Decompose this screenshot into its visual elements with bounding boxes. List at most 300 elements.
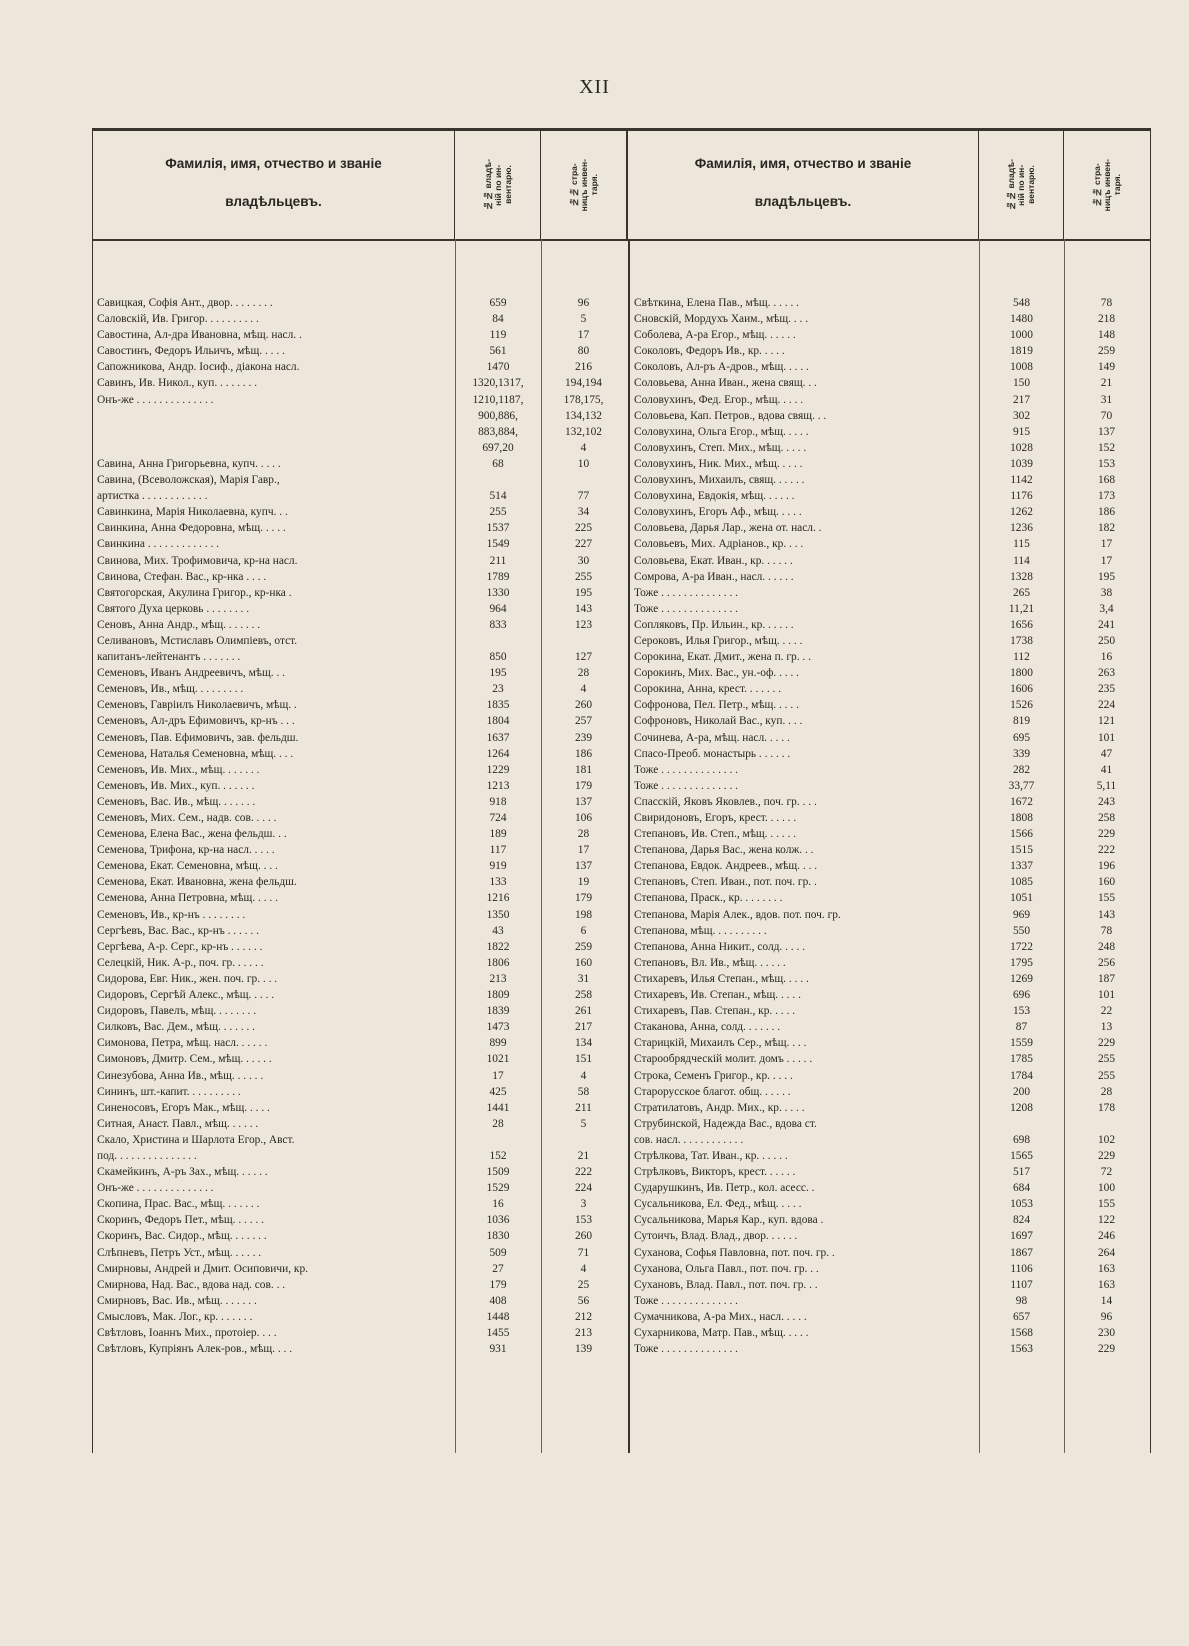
owner-name-right: Тоже . . . . . . . . . . . . . . [634, 602, 739, 615]
inventory-page-right: 163 [1097, 1262, 1116, 1275]
inventory-number-right: 1000 [1010, 329, 1033, 342]
inventory-page-right: 143 [1097, 908, 1116, 921]
owner-name-left: Силковъ, Вас. Дем., мѣщ. . . . . . . [97, 1021, 256, 1034]
owner-name-right: Степанова, Анна Никит., солд. . . . . [634, 940, 806, 953]
inventory-number-right: 282 [1012, 763, 1031, 776]
inventory-page-right: 100 [1097, 1182, 1116, 1195]
owner-name-right: Стрѣлковъ, Викторъ, крест. . . . . . [634, 1166, 796, 1179]
table-row [93, 408, 1150, 424]
inventory-page-left: 260 [574, 699, 593, 712]
owner-name-right: Степанова, мѣщ. . . . . . . . . . [634, 924, 767, 937]
inventory-page-right: 38 [1100, 586, 1113, 599]
owner-name-right: Сероковъ, Илья Григор., мѣщ. . . . . [634, 634, 803, 647]
inventory-page-left: 5 [580, 313, 587, 326]
inventory-number-right: 1106 [1010, 1262, 1033, 1275]
owner-name-right: Соколовъ, Федоръ Ив., кр. . . . . [634, 345, 785, 358]
owner-name-right: Соловьева, Екат. Иван., кр. . . . . . [634, 554, 793, 567]
inventory-page-left: 186 [574, 747, 593, 760]
table-row [93, 504, 1150, 520]
inventory-number-left: 43 [492, 924, 504, 937]
table-row [93, 955, 1150, 971]
table-row [93, 520, 1150, 536]
inventory-page-right: 153 [1097, 457, 1116, 470]
inventory-page-left: 255 [574, 570, 593, 583]
inventory-page-left: 4 [580, 1262, 587, 1275]
inventory-page-left: 212 [574, 1310, 593, 1323]
owner-name-left: артистка . . . . . . . . . . . . [97, 490, 208, 503]
owner-name-left: Сергѣева, А-р. Серг., кр-нъ . . . . . . [97, 940, 263, 953]
inventory-number-left: 211 [489, 554, 507, 567]
table-row [93, 1325, 1150, 1341]
inventory-number-right: 87 [1015, 1021, 1028, 1034]
owner-name-right: Соловухина, Евдокія, мѣщ. . . . . . [634, 490, 795, 503]
inventory-number-right: 98 [1015, 1294, 1028, 1307]
inventory-number-left: 1509 [486, 1166, 510, 1179]
inventory-page-right: 187 [1097, 972, 1116, 985]
owner-name-right: Сутоичъ, Влад. Влад., двор. . . . . . [634, 1230, 798, 1243]
table-row [93, 826, 1150, 842]
inventory-number-right: 1672 [1010, 795, 1033, 808]
header-page-column-left [541, 131, 628, 239]
owner-name-right: Степановъ, Степ. Иван., пот. поч. гр. . [634, 876, 817, 889]
owner-name-right: Степанова, Праск., кр. . . . . . . . [634, 892, 783, 905]
inventory-number-left: 1216 [486, 892, 510, 905]
inventory-number-right: 11,21 [1008, 602, 1035, 615]
inventory-page-right: 155 [1097, 1198, 1116, 1211]
owner-name-left: Скоринъ, Вас. Сидор., мѣщ. . . . . . . [97, 1230, 267, 1243]
table-row [93, 1132, 1150, 1148]
table-row [93, 681, 1150, 697]
inventory-page-left: 239 [574, 731, 593, 744]
table-row [93, 1196, 1150, 1212]
inventory-number-left: 1229 [486, 763, 510, 776]
inventory-page-right: 229 [1097, 1037, 1116, 1050]
inventory-number-left: 964 [489, 602, 507, 615]
owner-name-right: Старорусское благот. общ. . . . . . [634, 1085, 791, 1098]
table-header [93, 131, 1150, 241]
inventory-number-left: 1455 [486, 1327, 510, 1339]
table-row [93, 1180, 1150, 1196]
inventory-page-right: 173 [1097, 490, 1116, 503]
inventory-number-right: 1656 [1010, 618, 1033, 631]
owner-name-left: Симоновъ, Дмитр. Сем., мѣщ. . . . . . [97, 1053, 272, 1066]
table-row [93, 665, 1150, 681]
inventory-number-left: 179 [489, 1278, 507, 1291]
inventory-number-right: 265 [1012, 586, 1031, 599]
inventory-number-left: 1320,1317, [472, 377, 524, 390]
table-row [93, 392, 1150, 408]
inventory-page-right: 31 [1100, 393, 1113, 406]
table-row [93, 971, 1150, 987]
ledger-table [92, 128, 1151, 1453]
inventory-number-right: 200 [1012, 1085, 1031, 1098]
owner-name-left: Смирнова, Над. Вас., вдова над. сов. . . [97, 1278, 286, 1291]
inventory-page-right: 263 [1097, 667, 1116, 680]
owner-name-left: Свѣтловъ, Купріянъ Алек-ров., мѣщ. . . . [97, 1343, 293, 1356]
inventory-page-left: 195 [574, 586, 593, 599]
inventory-number-right: 695 [1012, 731, 1031, 744]
inventory-page-left: 222 [574, 1166, 593, 1179]
inventory-number-right: 517 [1012, 1166, 1031, 1179]
inventory-page-right: 186 [1097, 506, 1116, 519]
owner-name-left: Смысловъ, Мак. Лог., кр. . . . . . . [97, 1310, 253, 1323]
owner-name-left: Семенова, Наталья Семеновна, мѣщ. . . . [97, 747, 294, 760]
inventory-number-right: 1738 [1010, 634, 1033, 647]
owner-name-left: Савицкая, Софія Ант., двор. . . . . . . . [97, 297, 273, 309]
table-row [93, 697, 1150, 713]
inventory-page-left: 96 [577, 297, 590, 309]
inventory-number-right: 1559 [1010, 1037, 1033, 1050]
inventory-number-left: 1830 [486, 1230, 510, 1243]
table-row [93, 359, 1150, 375]
table-row [93, 295, 1150, 311]
header-name-line2-right: владѣльцевъ. [754, 194, 852, 209]
inventory-number-right: 1028 [1010, 441, 1033, 454]
inventory-page-left: 127 [574, 651, 593, 664]
inventory-number-right: 1328 [1010, 570, 1033, 583]
owner-name-right: Сомрова, А-ра Иван., насл. . . . . . [634, 570, 794, 583]
owner-name-right: Соболева, А-ра Егор., мѣщ. . . . . . [634, 329, 796, 342]
table-row [93, 1019, 1150, 1035]
inventory-number-right: 114 [1013, 554, 1030, 567]
owner-name-right: Сорокинъ, Мих. Вас., ун.-оф. . . . . [634, 667, 799, 680]
inventory-number-left: 195 [489, 667, 507, 680]
owner-name-left: Селецкій, Ник. А-р., поч. гр. . . . . . [97, 956, 264, 969]
inventory-number-right: 550 [1012, 924, 1031, 937]
inventory-number-left: 1529 [486, 1182, 510, 1195]
owner-name-right: Соловухинъ, Фед. Егор., мѣщ. . . . . [634, 393, 804, 406]
inventory-number-right: 115 [1013, 538, 1030, 551]
owner-name-left: Святого Духа церковь . . . . . . . . [97, 602, 250, 615]
inventory-number-left: 408 [489, 1294, 507, 1307]
inventory-number-right: 548 [1012, 297, 1031, 309]
table-row [93, 327, 1150, 343]
table-row [93, 858, 1150, 874]
inventory-page-right: 163 [1097, 1278, 1116, 1291]
owner-name-left: Савостина, Ал-дра Ивановна, мѣщ. насл. . [97, 329, 302, 342]
header-name-line1-right: Фамилія, имя, отчество и званіе [694, 156, 912, 171]
inventory-page-right: 148 [1097, 329, 1116, 342]
owner-name-left: Симонова, Петра, мѣщ. насл. . . . . . [97, 1037, 268, 1050]
owner-name-left: Савостинъ, Федоръ Ильичъ, мѣщ. . . . . [97, 345, 285, 358]
table-row [93, 456, 1150, 472]
owner-name-left: Скамейкинъ, А-ръ Зах., мѣщ. . . . . . [97, 1166, 268, 1179]
inventory-number-right: 1039 [1010, 457, 1033, 470]
inventory-number-left: 509 [489, 1246, 507, 1259]
inventory-page-right: 248 [1097, 940, 1116, 953]
owner-name-right: Соловухинъ, Михаилъ, свящ. . . . . . [634, 474, 805, 487]
owner-name-right: Сновскій, Мордухъ Хаим., мѣщ. . . . [634, 313, 809, 326]
table-row [93, 472, 1150, 488]
inventory-number-left: 1021 [486, 1053, 510, 1066]
inventory-page-right: 102 [1097, 1133, 1116, 1146]
inventory-number-left: 1804 [486, 715, 510, 728]
table-row [93, 874, 1150, 890]
inventory-page-left: 21 [577, 1149, 590, 1162]
inventory-page-left: 4 [580, 1069, 587, 1082]
inventory-number-right: 112 [1013, 651, 1030, 664]
inventory-page-right: 258 [1097, 812, 1116, 824]
inventory-number-right: 1085 [1010, 876, 1033, 889]
inventory-page-right: 72 [1100, 1166, 1113, 1179]
owner-name-left: Семеновъ, Мих. Сем., надв. сов. . . . . [97, 812, 277, 824]
inventory-number-right: 824 [1012, 1214, 1031, 1227]
inventory-page-left: 216 [574, 361, 593, 374]
inventory-number-right: 1337 [1010, 860, 1033, 873]
inventory-page-left: 179 [574, 892, 593, 905]
owner-name-left: капитанъ-лейтенантъ . . . . . . . [97, 651, 241, 664]
inventory-page-right: 264 [1097, 1246, 1116, 1259]
inventory-page-right: 78 [1100, 297, 1113, 309]
inventory-number-right: 1606 [1010, 683, 1033, 696]
header-page-column-right [1064, 131, 1150, 239]
owner-name-left: Свинкина . . . . . . . . . . . . . [97, 538, 219, 551]
inventory-number-right: 1480 [1010, 313, 1033, 326]
inventory-page-right: 230 [1097, 1327, 1116, 1339]
inventory-page-left: 179 [574, 779, 593, 792]
inventory-page-right: 229 [1097, 1149, 1116, 1162]
table-row [93, 343, 1150, 359]
header-page-label-left: №№ стра- ницъ инвен- таря. [568, 158, 599, 212]
inventory-number-right: 1819 [1010, 345, 1033, 358]
inventory-page-left: 217 [574, 1021, 593, 1034]
inventory-number-left: 1473 [486, 1021, 510, 1034]
inventory-number-left: 1839 [486, 1005, 510, 1018]
inventory-page-right: 70 [1100, 409, 1113, 422]
owner-name-left: Саловскій, Ив. Григор. . . . . . . . . . [97, 313, 259, 326]
inventory-number-left: 1809 [486, 989, 510, 1002]
owner-name-left: Семеновъ, Пав. Ефимовичъ, зав. фельдш. [97, 731, 299, 744]
inventory-page-left: 31 [577, 972, 590, 985]
inventory-number-left: 1213 [486, 779, 510, 792]
owner-name-left: Семенова, Трифона, кр-на насл. . . . . [97, 844, 275, 857]
inventory-number-right: 1142 [1010, 474, 1033, 487]
inventory-page-left: 143 [574, 602, 593, 615]
owner-name-left: Семеновъ, Ив. Мих., мѣщ. . . . . . . [97, 763, 260, 776]
inventory-page-right: 121 [1097, 715, 1116, 728]
inventory-page-left: 28 [577, 667, 590, 680]
owner-name-right: Степановъ, Ив. Степ., мѣщ. . . . . . [634, 828, 797, 841]
owner-name-right: Софроновъ, Николай Вас., куп. . . . [634, 715, 803, 728]
table-row [93, 1084, 1150, 1100]
table-row [93, 907, 1150, 923]
inventory-number-left: 1036 [486, 1214, 510, 1227]
inventory-page-left: 211 [575, 1101, 592, 1114]
table-row [93, 730, 1150, 746]
owner-name-right: Сусальникова, Марья Кар., куп. вдова . [634, 1214, 824, 1227]
inventory-number-right: 1051 [1010, 892, 1033, 905]
table-row [93, 585, 1150, 601]
inventory-page-right: 21 [1100, 377, 1113, 390]
inventory-number-left: 697,20 [482, 441, 514, 454]
inventory-number-right: 657 [1012, 1310, 1031, 1323]
owner-name-left: Сининъ, шт.-капит. . . . . . . . . . [97, 1085, 241, 1098]
inventory-number-right: 1566 [1010, 828, 1033, 841]
inventory-number-left: 133 [489, 876, 507, 889]
owner-name-right: Тоже . . . . . . . . . . . . . . [634, 763, 739, 776]
table-row [93, 1277, 1150, 1293]
owner-name-right: Соловьева, Анна Иван., жена свящ. . . [634, 377, 817, 390]
owner-name-right: Соловухинъ, Степ. Мих., мѣщ. . . . . [634, 441, 807, 454]
owner-name-right: Степанова, Евдок. Андреев., мѣщ. . . . [634, 860, 818, 873]
inventory-page-right: 195 [1097, 570, 1116, 583]
inventory-page-left: 160 [574, 956, 593, 969]
inventory-page-right: 14 [1100, 1294, 1113, 1307]
inventory-page-left: 25 [577, 1278, 590, 1291]
inventory-number-left: 189 [489, 828, 507, 841]
table-row [93, 633, 1150, 649]
table-row [93, 746, 1150, 762]
inventory-page-left: 56 [577, 1294, 590, 1307]
inventory-page-right: 255 [1097, 1069, 1116, 1082]
owner-name-left: Селивановъ, Мстиславъ Олимпіевъ, отст. [97, 634, 298, 647]
owner-name-right: Стихаревъ, Пав. Степан., кр. . . . . [634, 1005, 796, 1018]
owner-name-right: Струбинской, Надежда Вас., вдова ст. [634, 1117, 817, 1130]
inventory-number-left: 899 [489, 1037, 507, 1050]
inventory-page-right: 160 [1097, 876, 1116, 889]
inventory-number-left: 425 [489, 1085, 507, 1098]
inventory-number-left: 68 [492, 457, 504, 470]
inventory-page-left: 137 [574, 860, 593, 873]
inventory-page-right: 22 [1100, 1005, 1113, 1018]
table-row [93, 375, 1150, 391]
inventory-page-left: 30 [577, 554, 590, 567]
owner-name-left: Семеновъ, Гавріилъ Николаевичъ, мѣщ. . [97, 699, 297, 712]
header-number-label-left: №№ владѣ- ній по ин- вентарю. [482, 159, 513, 211]
inventory-page-right: 96 [1100, 1310, 1113, 1323]
inventory-number-left: 514 [489, 490, 507, 503]
owner-name-right: Степанова, Марія Алек., вдов. пот. поч. гр. [634, 908, 841, 921]
inventory-number-right: 684 [1012, 1182, 1031, 1195]
inventory-page-right: 16 [1100, 651, 1113, 664]
inventory-number-left: 1789 [486, 570, 510, 583]
inventory-page-right: 182 [1097, 522, 1116, 535]
inventory-number-left: 1441 [486, 1101, 510, 1114]
owner-name-right: Соловьева, Дарья Лар., жена от. насл. . [634, 522, 822, 535]
header-name-line2-left: владѣльцевъ. [225, 194, 322, 209]
inventory-page-left: 181 [574, 763, 593, 776]
inventory-page-left: 17 [577, 844, 590, 857]
inventory-number-left: 1350 [486, 908, 510, 921]
owner-name-left: Смирновы, Андрей и Дмит. Осиповичи, кр. [97, 1262, 308, 1275]
inventory-page-left: 257 [574, 715, 593, 728]
table-row [93, 987, 1150, 1003]
inventory-number-right: 1563 [1010, 1343, 1033, 1356]
inventory-page-left: 34 [577, 506, 590, 519]
inventory-page-right: 149 [1097, 361, 1116, 374]
owner-name-left: Сидоровъ, Павелъ, мѣщ. . . . . . . . [97, 1005, 257, 1018]
owner-name-left: Скопина, Прас. Вас., мѣщ. . . . . . . [97, 1198, 260, 1211]
inventory-number-right: 696 [1012, 989, 1031, 1002]
table-row [93, 1261, 1150, 1277]
table-row [93, 569, 1150, 585]
owner-name-left: Слѣпневъ, Петръ Уст., мѣщ. . . . . . [97, 1246, 262, 1259]
owner-name-right: Суханова, Софья Павловна, пот. поч. гр. . [634, 1246, 835, 1259]
table-row [93, 810, 1150, 826]
page-number: XII [579, 76, 610, 98]
inventory-page-left: 19 [577, 876, 590, 889]
owner-name-left: Семенова, Анна Петровна, мѣщ. . . . . [97, 892, 278, 905]
inventory-page-left: 28 [577, 828, 590, 841]
owner-name-left: Свинова, Мих. Трофимовича, кр-на насл. [97, 554, 298, 567]
owner-name-left: Синезубова, Анна Ив., мѣщ. . . . . . [97, 1069, 264, 1082]
owner-name-right: Тоже . . . . . . . . . . . . . . [634, 1294, 739, 1307]
owner-name-left: Семеновъ, Вас. Ив., мѣщ. . . . . . . [97, 795, 256, 808]
inventory-page-left: 258 [574, 989, 593, 1002]
inventory-number-left: 1330 [486, 586, 510, 599]
inventory-page-left: 3 [580, 1198, 587, 1211]
owner-name-right: сов. насл. . . . . . . . . . . . [634, 1133, 744, 1146]
table-row [93, 762, 1150, 778]
inventory-number-left: 659 [489, 297, 507, 309]
owner-name-right: Суханова, Ольга Павл., пот. поч. гр. . . [634, 1262, 819, 1275]
inventory-number-right: 915 [1012, 425, 1031, 438]
inventory-number-left: 1549 [486, 538, 510, 551]
inventory-page-left: 4 [580, 441, 587, 454]
table-row [93, 1148, 1150, 1164]
inventory-page-left: 77 [577, 490, 590, 503]
inventory-page-right: 47 [1100, 747, 1113, 760]
table-row [93, 1003, 1150, 1019]
owner-name-right: Старообрядческій молит. домъ . . . . . [634, 1053, 813, 1066]
table-row [93, 536, 1150, 552]
inventory-page-right: 243 [1097, 795, 1116, 808]
owner-name-right: Соловьева, Кап. Петров., вдова свящ. . . [634, 409, 827, 422]
inventory-page-right: 17 [1100, 554, 1113, 567]
inventory-number-right: 1722 [1010, 940, 1033, 953]
inventory-page-right: 229 [1097, 1343, 1116, 1356]
inventory-number-right: 1867 [1010, 1246, 1033, 1259]
owner-name-left: Семеновъ, Ив., мѣщ. . . . . . . . . [97, 683, 244, 696]
inventory-number-right: 302 [1012, 409, 1031, 422]
inventory-number-left: 84 [492, 313, 504, 326]
inventory-page-right: 155 [1097, 892, 1116, 905]
inventory-page-right: 101 [1097, 989, 1116, 1002]
table-row [93, 440, 1150, 456]
table-row [93, 1212, 1150, 1228]
inventory-number-right: 1808 [1010, 812, 1033, 824]
inventory-page-right: 3,4 [1099, 602, 1114, 615]
table-row [93, 649, 1150, 665]
owner-name-left: Скало, Христина и Шарлота Егор., Авст. [97, 1133, 295, 1146]
inventory-page-right: 137 [1097, 425, 1116, 438]
inventory-number-right: 153 [1012, 1005, 1031, 1018]
inventory-number-left: 213 [489, 972, 507, 985]
owner-name-left: Савинкина, Марія Николаевна, купч. . . [97, 506, 288, 519]
inventory-page-right: 17 [1100, 538, 1113, 551]
owner-name-right: Тоже . . . . . . . . . . . . . . [634, 1343, 739, 1356]
inventory-page-left: 213 [574, 1327, 593, 1339]
owner-name-right: Сочинева, А-ра, мѣщ. насл. . . . . [634, 731, 790, 744]
owner-name-left: Свѣтловъ, Іоаннъ Мих., протоіер. . . . [97, 1327, 277, 1339]
owner-name-right: Степановъ, Вл. Ив., мѣщ. . . . . . [634, 956, 786, 969]
owner-name-left: Савина, (Всеволожская), Марія Гавр., [97, 474, 280, 487]
owner-name-right: Сорокина, Анна, крест. . . . . . . [634, 683, 782, 696]
inventory-number-left: 1448 [486, 1310, 510, 1323]
owner-name-right: Спасо-Преоб. монастырь . . . . . . [634, 747, 791, 760]
inventory-page-left: 5 [580, 1117, 587, 1130]
inventory-page-right: 259 [1097, 345, 1116, 358]
inventory-page-right: 241 [1097, 618, 1116, 631]
table-row [93, 1051, 1150, 1067]
inventory-page-right: 13 [1100, 1021, 1113, 1034]
inventory-page-right: 255 [1097, 1053, 1116, 1066]
inventory-number-left: 1264 [486, 747, 510, 760]
inventory-page-left: 132,102 [564, 425, 603, 438]
inventory-page-right: 152 [1097, 441, 1116, 454]
table-row [93, 601, 1150, 617]
inventory-number-right: 339 [1012, 747, 1031, 760]
